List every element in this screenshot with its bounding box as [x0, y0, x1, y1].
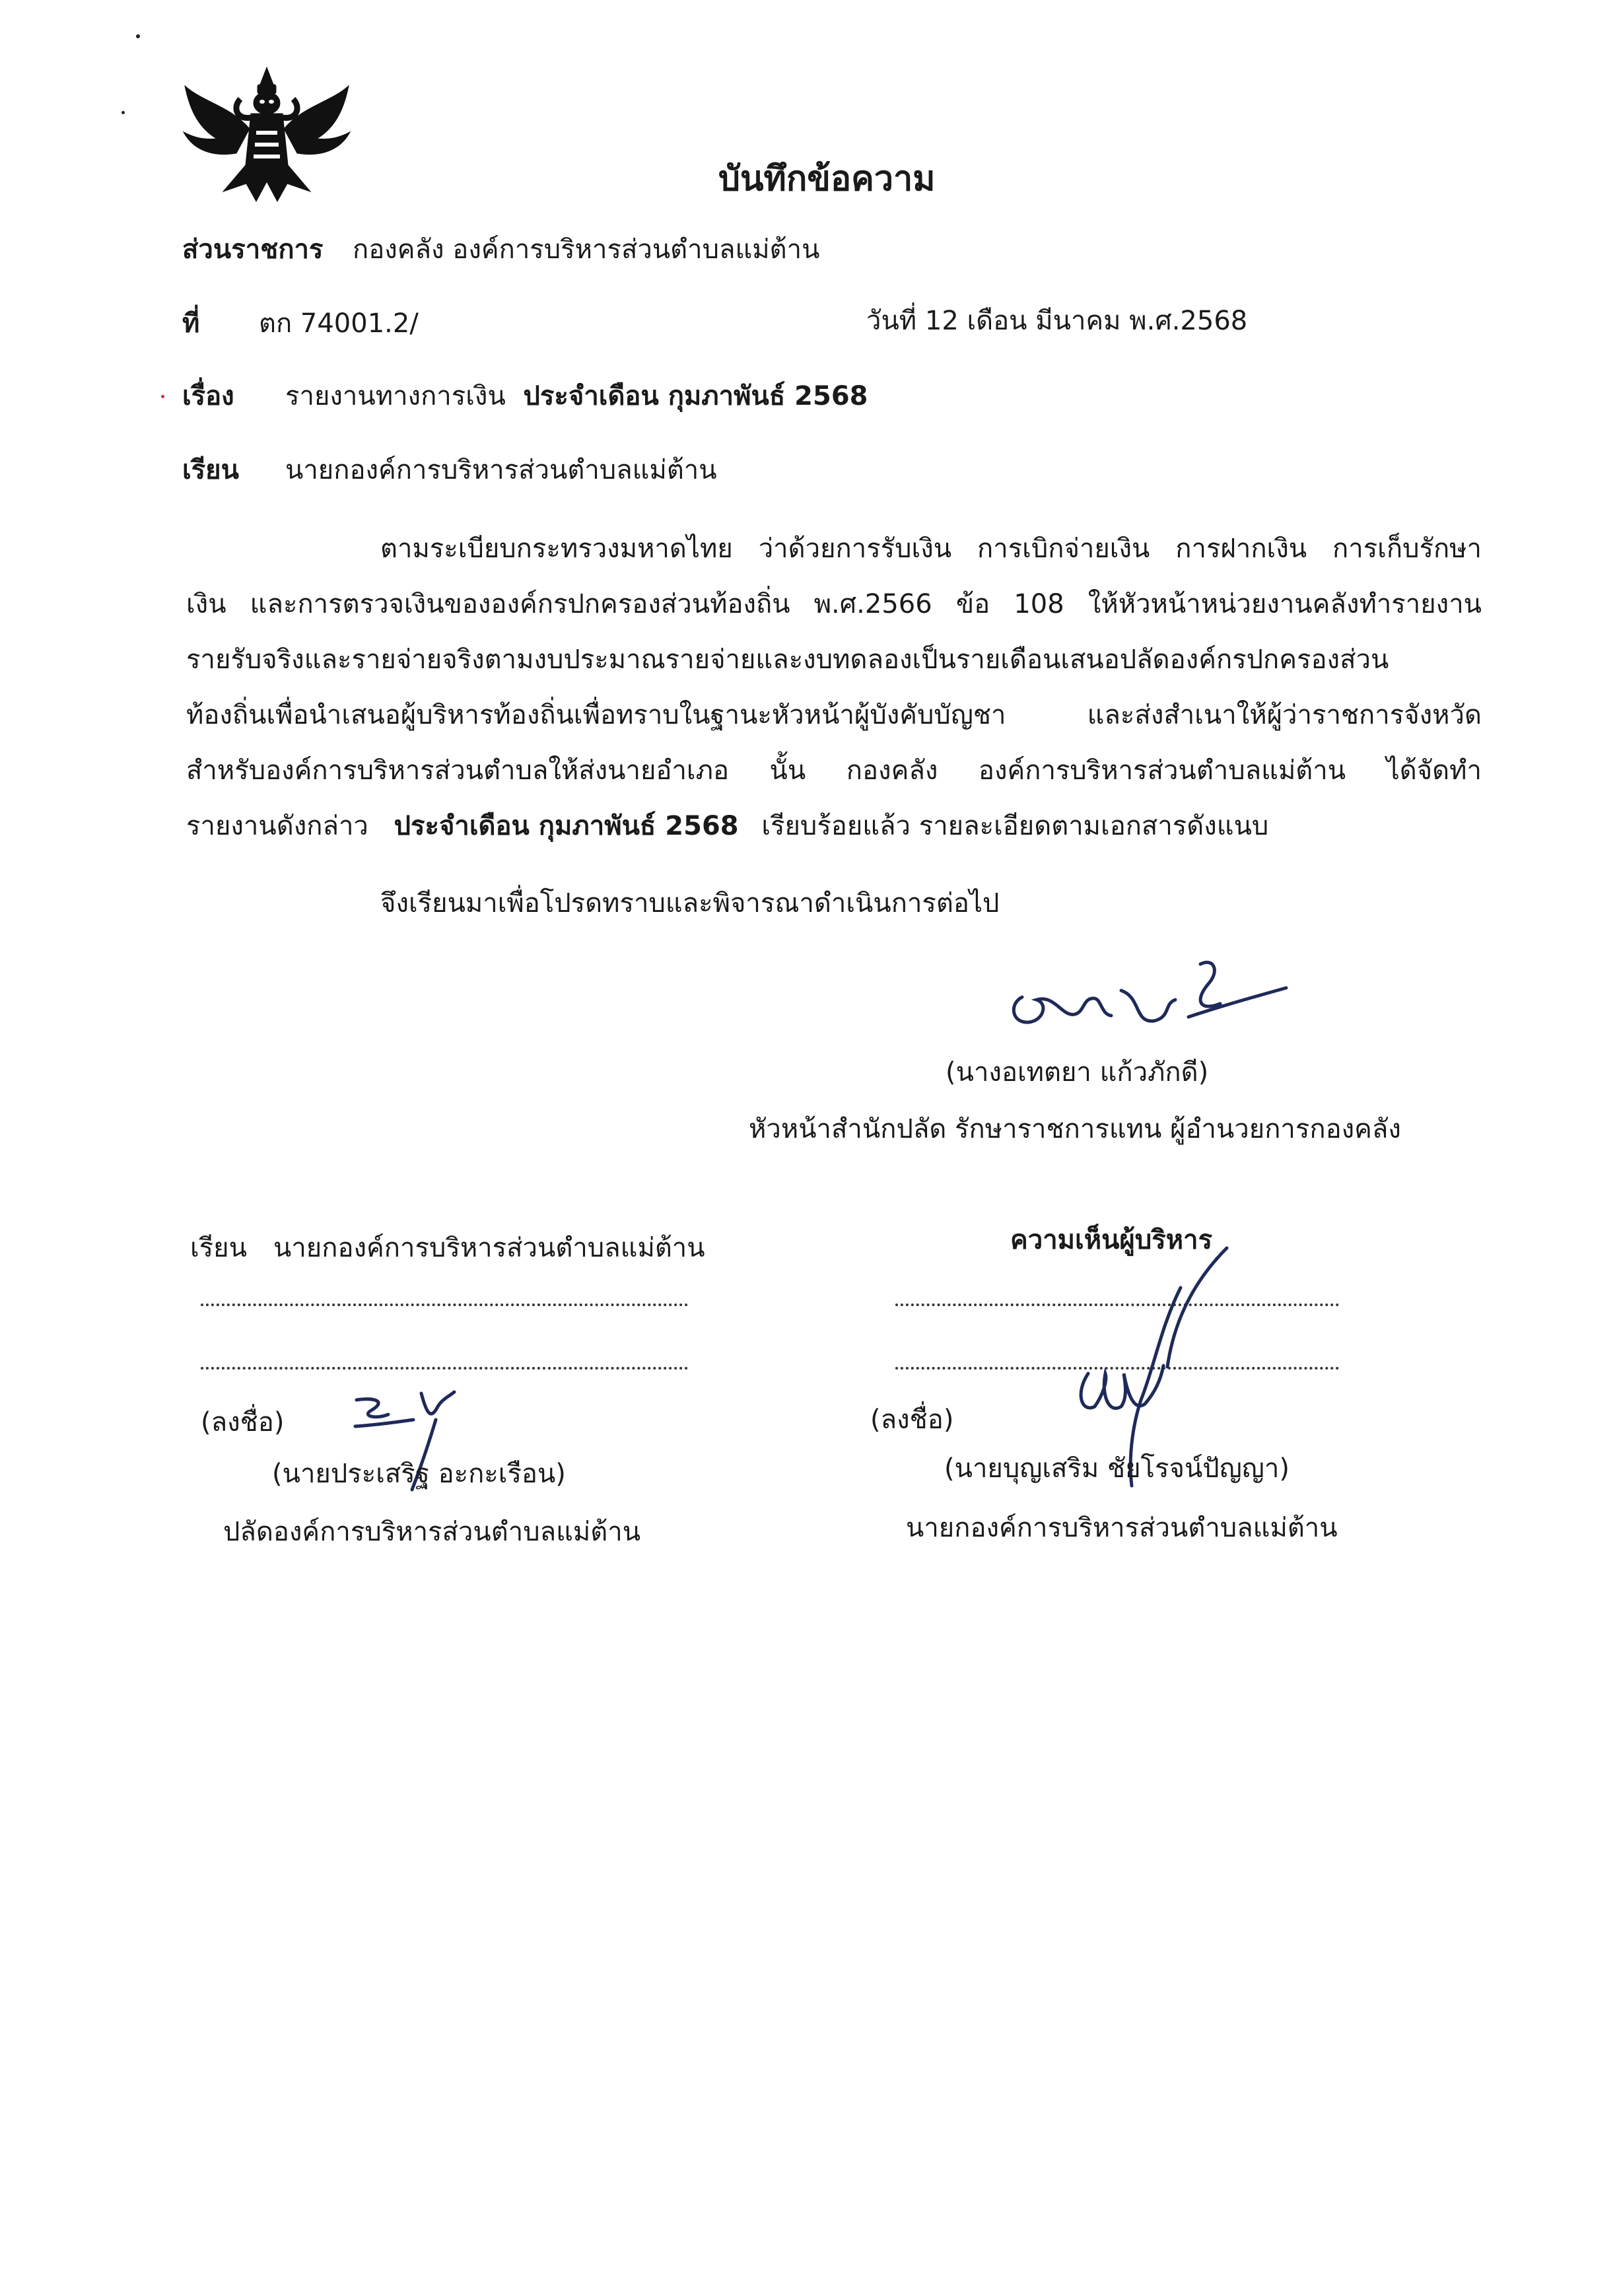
- left-sign-label: (ลงชื่อ): [201, 1407, 285, 1438]
- document-date: วันที่ 12 เดือน มีนาคม พ.ศ.2568: [866, 306, 1248, 336]
- body-last-suffix: เรียบร้อยแล้ว รายละเอียดตามเอกสารดังแนบ: [761, 811, 1269, 841]
- document-title: บันทึกข้อความ: [718, 159, 936, 199]
- left-signer-position: ปลัดองค์การบริหารส่วนตำบลแม่ต้าน: [223, 1517, 641, 1547]
- agency-value: กองคลัง องค์การบริหารส่วนตำบลแม่ต้าน: [353, 234, 820, 265]
- right-signer-position: นายกองค์การบริหารส่วนตำบลแม่ต้าน: [906, 1513, 1338, 1543]
- left-to-value: นายกองค์การบริหารส่วนตำบลแม่ต้าน: [273, 1233, 705, 1263]
- left-signer-name: (นายประเสริฐ อะกะเรือน): [272, 1459, 566, 1489]
- subject-bold: ประจำเดือน กุมภาพันธ์ 2568: [523, 381, 868, 411]
- to-value: นายกองค์การบริหารส่วนตำบลแม่ต้าน: [285, 455, 717, 485]
- body-line: ท้องถิ่นเพื่อนำเสนอผู้บริหารท้องถิ่นเพื่อทราบในฐานะหัวหน้าผู้บังคับบัญชา และส่งสำเนาให้ผู้ว่าราชการจังหวัด: [186, 700, 1482, 730]
- subject-label: เรื่อง: [182, 381, 234, 411]
- subject-prefix: รายงานทางการเงิน: [285, 381, 506, 411]
- body-line: สำหรับองค์การบริหารส่วนตำบลให้ส่งนายอำเภอ นั้น กองคลัง องค์การบริหารส่วนตำบลแม่ต้าน ได้จัดทำ: [186, 755, 1482, 786]
- left-to-label: เรียน: [190, 1233, 247, 1263]
- left-dotted-line: [201, 1356, 688, 1370]
- body-line: เงิน และการตรวจเงินขององค์กรปกครองส่วนท้องถิ่น พ.ศ.2566 ข้อ 108 ให้หัวหน้าหน่วยงานคลังทำรายงาน: [186, 589, 1482, 619]
- garuda-emblem-icon: [177, 66, 357, 205]
- right-signer-name: (นายบุญเสริม ชัยโรจน์ปัญญา): [944, 1453, 1290, 1484]
- scan-speck: [161, 395, 164, 398]
- left-dotted-line: [201, 1293, 688, 1306]
- closing-sentence: จึงเรียนมาเพื่อโปรดทราบและพิจารณาดำเนินการต่อไป: [380, 888, 1000, 919]
- ref-value: ตก 74001.2/: [259, 308, 419, 339]
- subject-text: [285, 383, 868, 409]
- signer-name: (นางอเทตยา แก้วภักดี): [946, 1057, 1209, 1088]
- body-last-prefix: รายงานดังกล่าว: [186, 811, 368, 841]
- right-sign-label: (ลงชื่อ): [870, 1405, 954, 1435]
- body-line: ตามระเบียบกระทรวงมหาดไทย ว่าด้วยการรับเงิน การเบิกจ่ายเงิน การฝากเงิน การเก็บรักษา: [380, 534, 1482, 564]
- scan-speck: [136, 34, 140, 38]
- to-label: เรียน: [182, 455, 239, 485]
- body-last-bold: ประจำเดือน กุมภาพันธ์ 2568: [394, 811, 739, 841]
- signature-treasury: [1002, 951, 1293, 1043]
- scan-speck: [121, 111, 125, 114]
- ref-label: ที่: [182, 308, 200, 339]
- body-line: รายรับจริงและรายจ่ายจริงตามงบประมาณรายจ่ายและงบทดลองเป็นรายเดือนเสนอปลัดองค์กรปกครองส่วน: [186, 644, 1389, 675]
- body-paragraph: [186, 527, 1482, 857]
- right-heading: ความเห็นผู้บริหาร: [1010, 1225, 1213, 1255]
- signer-position: หัวหน้าสำนักปลัด รักษาราชการแทน ผู้อำนวยการกองคลัง: [749, 1114, 1401, 1144]
- body-last-line: [186, 804, 1482, 847]
- agency-label: ส่วนราชการ: [182, 234, 324, 265]
